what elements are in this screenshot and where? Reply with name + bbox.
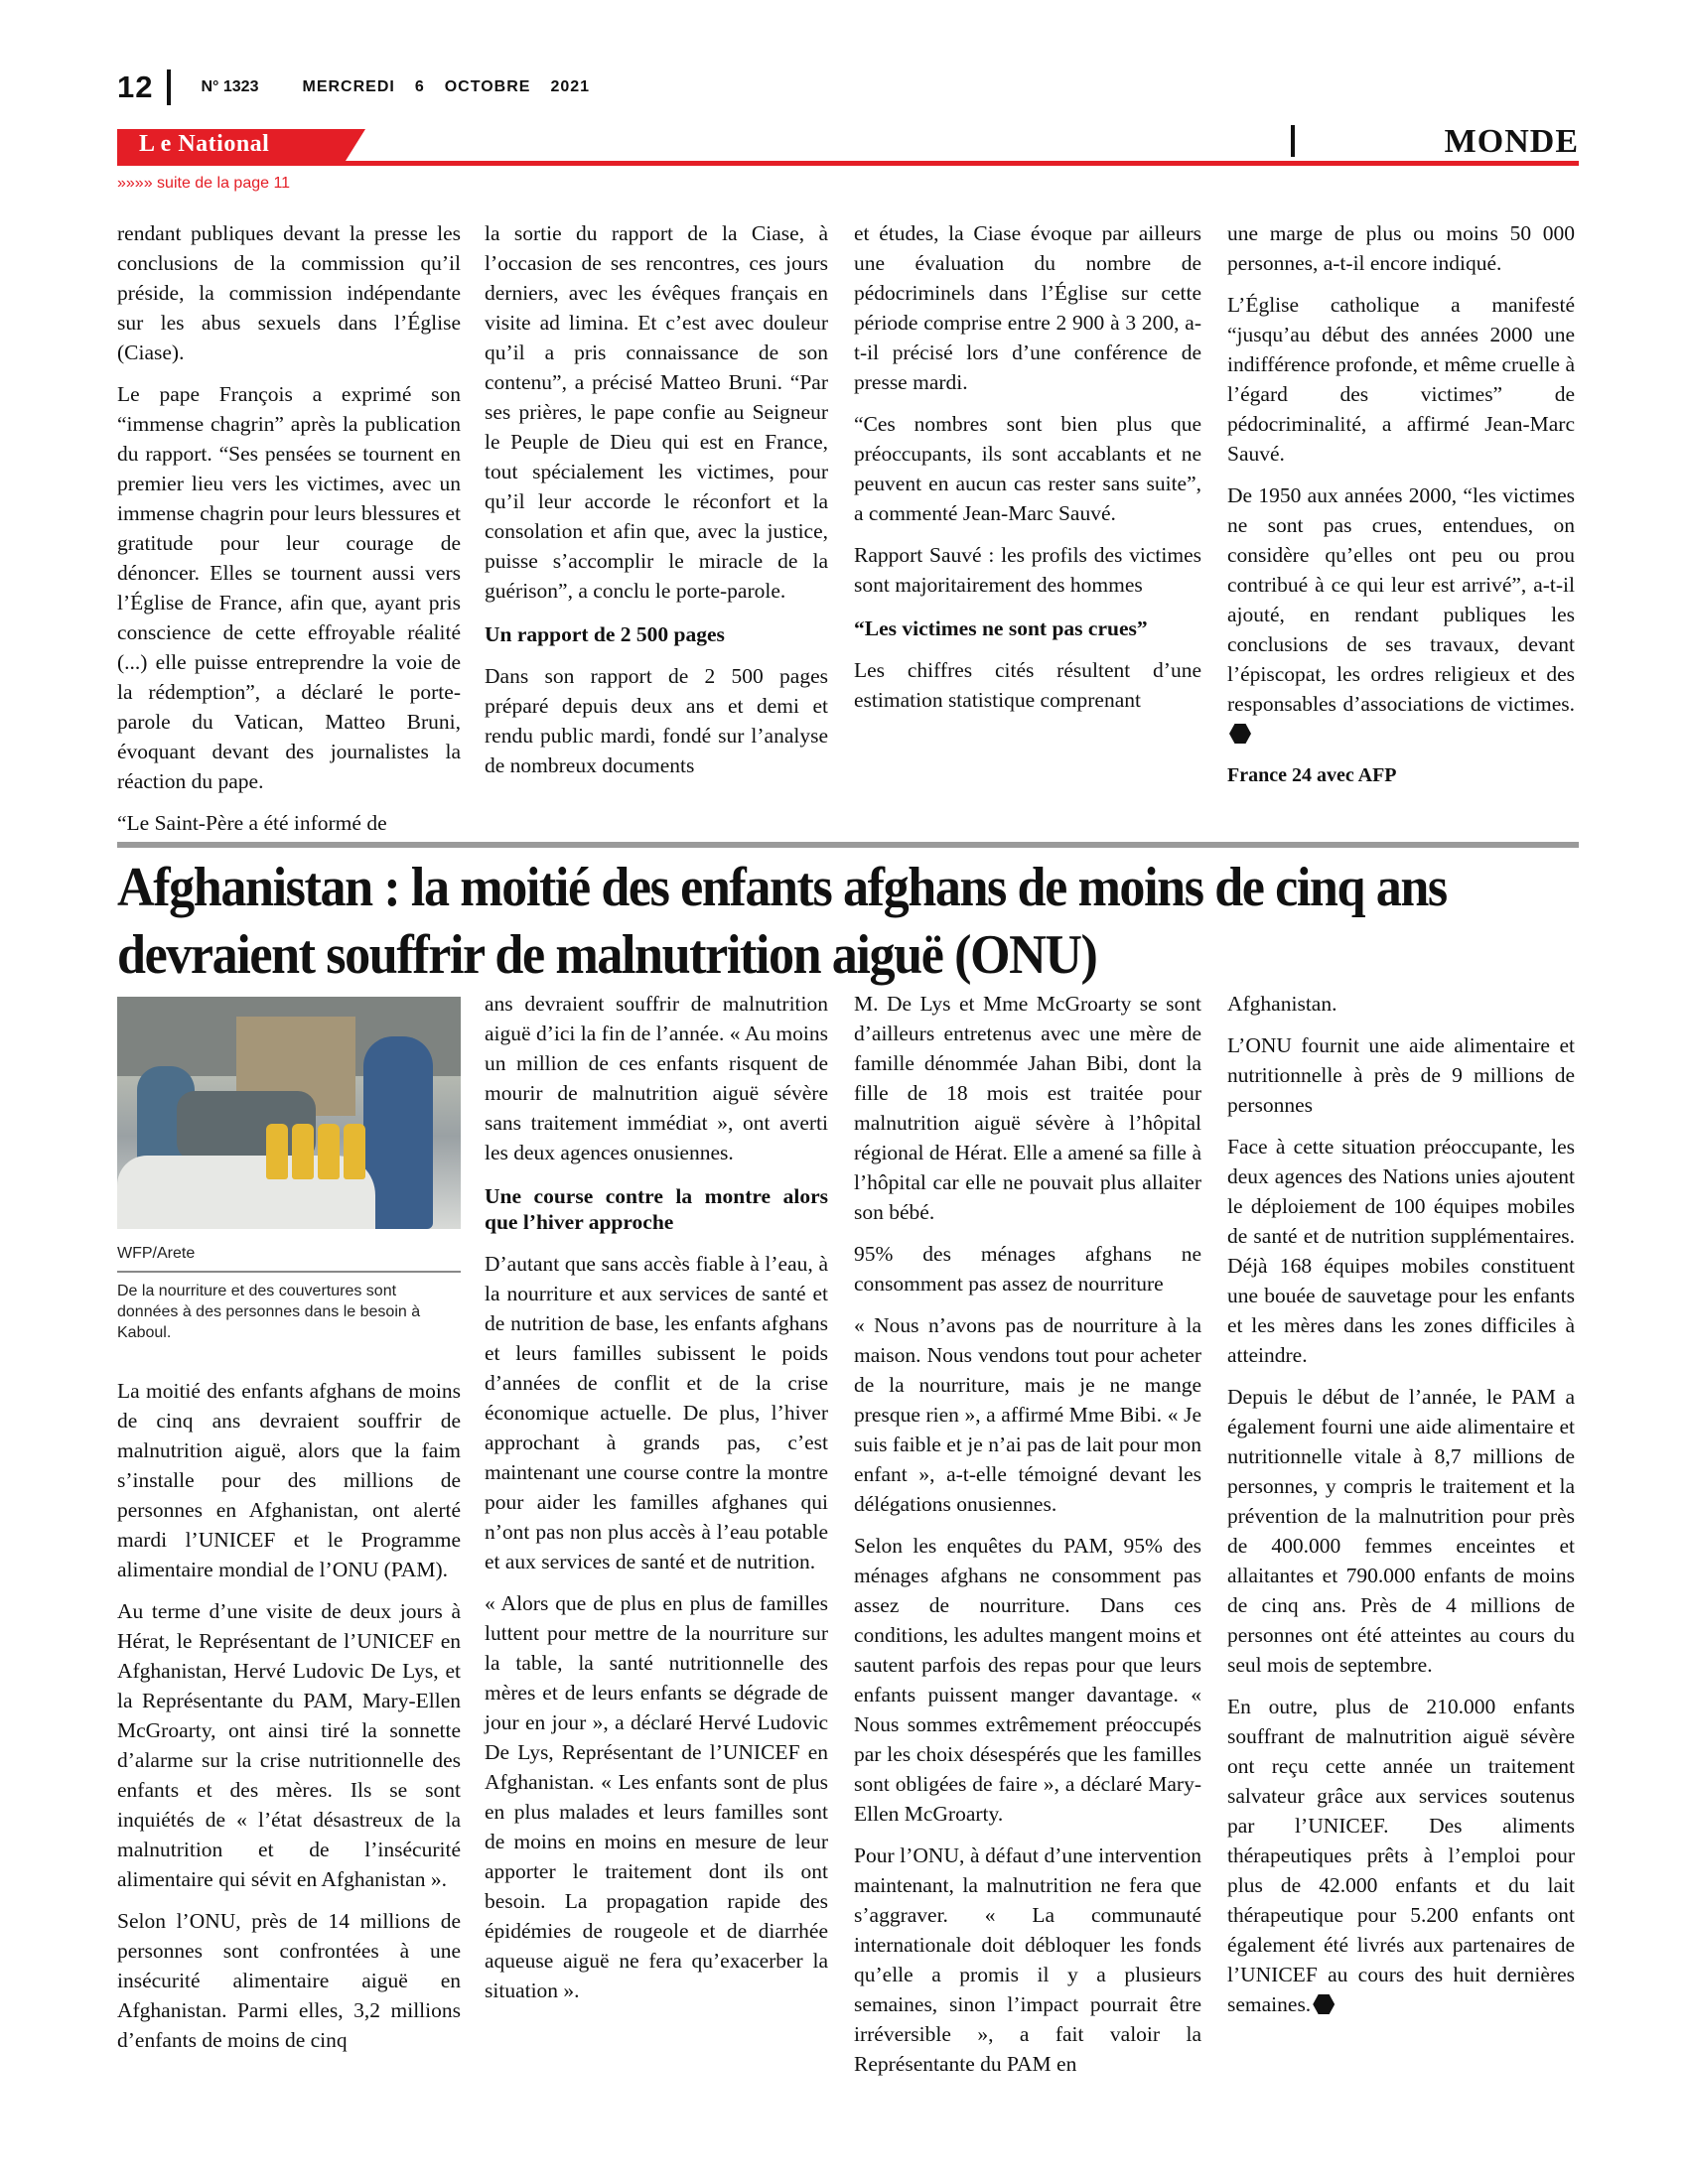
date-day: MERCREDI xyxy=(302,78,395,95)
paragraph: L’ONU fournit une aide alimentaire et nutritionnelle à près de 9 millions de personnes xyxy=(1227,1033,1575,1117)
paragraph-text: En outre, plus de 210.000 enfants souffrant de malnutrition aiguë sévère ont reçu cette année un traitement salvateur grâce aux services soutenus par l’UNICEF. Des aliments thérapeutiques prêts à l’emploi pour plus de 42.000 enfants et du lait thérapeutique pour 5.200 enfants ont également été livrés aux partenaires de l’UNICEF au cours des huit dernières semaines. xyxy=(1227,1695,1575,2016)
header-separator xyxy=(167,69,171,105)
issue-number: N° 1323 xyxy=(201,78,259,95)
paragraph: et études, la Ciase évoque par ailleurs une évaluation du nombre de pédocriminels dans l’Église sur cette période comprise entre 2 900 à 3 200, a-t-il précisé lors d’une conférence de presse mardi. xyxy=(854,221,1201,394)
main-headline: Afghanistan : la moitié des enfants afghans de moins de cinq ans devraient souffrir de malnutrition aiguë (ONU) xyxy=(117,857,1447,986)
paragraph: Selon l’ONU, près de 14 millions de personnes sont confrontées à une insécurité alimentaire aiguë en Afghanistan. Parmi elles, 3,2 millions d’enfants de moins de cinq xyxy=(117,1909,461,2052)
paragraph: La moitié des enfants afghans de moins de cinq ans devraient souffrir de malnutrition aiguë, alors que la faim s’installe pour des millions de personnes en Afghanistan, ont alerté mardi l’UNICEF et le Programme alimentaire mondial de l’ONU (PAM). xyxy=(117,1379,461,1581)
brand-banner-tip xyxy=(346,129,365,161)
date-number: 6 xyxy=(414,78,425,95)
date-month: OCTOBRE xyxy=(444,78,531,95)
paragraph: rendant publiques devant la presse les conclusions de la commission qu’il préside, la commission indépendante sur les abus sexuels dans l’Église (Ciase). xyxy=(117,221,461,364)
article-divider xyxy=(117,842,1579,848)
paragraph: ans devraient souffrir de malnutrition aiguë d’ici la fin de l’année. « Au moins un million de ces enfants risquent de mourir de malnutrition aiguë sévère sans traitement immédiat », ont averti les deux agences onusiennes. xyxy=(485,992,828,1164)
brand-bar xyxy=(117,125,1579,165)
paragraph: Selon les enquêtes du PAM, 95% des ménages afghans ne consomment pas assez de nourriture. Dans ces conditions, les adultes mangent moins et sautent parfois des repas pour que leurs enfants puissent manger davantage. « Nous sommes extrêmement préoccupés par les choix désespérés que les familles sont obligées de faire », a déclaré Mary-Ellen McGroarty. xyxy=(854,1534,1201,1826)
paragraph: Pour l’ONU, à défaut d’une intervention maintenant, la malnutrition ne fera que s’aggraver. « La communauté internationale doit débloquer les fonds qu’elle a promis il y a plusieurs semaines, sinon l’impact pourrait être irréversible », a fait valoir la Représentante du PAM en xyxy=(854,1843,1201,2076)
top-article-column-3 xyxy=(854,218,1201,727)
date-year: 2021 xyxy=(550,78,591,95)
paragraph: la sortie du rapport de la Ciase, à l’occasion de ses rencontres, ces jours derniers, avec les évêques français en visite ad limina. Et c’est avec douleur qu’il a pris connaissance de son contenu”, a précisé Matteo Bruni. “Par ses prières, le pape confie au Seigneur le Peuple de Dieu qui est en France, tout spécialement les victimes, pour qu’il leur accorde le réconfort et la consolation et afin que, avec la justice, puisse s’accomplir le miracle de la guérison”, a conclu le porte-parole. xyxy=(485,221,828,603)
top-article-column-1 xyxy=(117,218,461,850)
photo-credit: WFP/Arete xyxy=(117,1245,196,1262)
paragraph: Afghanistan. xyxy=(1227,992,1337,1016)
paragraph: Les chiffres cités résultent d’une estimation statistique comprenant xyxy=(854,658,1201,712)
paragraph: Face à cette situation préoccupante, les deux agences des Nations unies ajoutent le déploiement de 100 équipes mobiles de santé et de nutrition supplémentaires. Déjà 168 équipes mobiles constituent une bouée de sauvetage pour les enfants et les mères dans les zones difficiles à atteindre. xyxy=(1227,1135,1575,1367)
paragraph: Dans son rapport de 2 500 pages préparé depuis deux ans et demi et rendu public mardi, fondé sur l’analyse de nombreux documents xyxy=(485,664,828,777)
continued-from: »»»» suite de la page 11 xyxy=(117,175,291,192)
article-credit: France 24 avec AFP xyxy=(1227,764,1397,786)
subheading: Un rapport de 2 500 pages xyxy=(485,622,725,646)
final-paragraph xyxy=(1227,1692,1575,2019)
paragraph: 95% des ménages afghans ne consomment pas assez de nourriture xyxy=(854,1242,1201,1296)
paragraph: « Nous n’avons pas de nourriture à la maison. Nous vendons tout pour acheter de la nourriture, mais je ne mange presque rien », a affirmé Mme Bibi. « Je suis faible et je n’ai pas de lait pour mon enfant », a-t-elle témoigné devant les délégations onusiennes. xyxy=(854,1313,1201,1516)
end-of-article-icon xyxy=(1229,724,1251,744)
subheading: Une course contre la montre alors que l’hiver approche xyxy=(485,1184,828,1234)
paragraph: M. De Lys et Mme McGroarty se sont d’ailleurs entretenus avec une mère de famille dénommée Jahan Bibi, dont la fille de 18 mois est traitée pour malnutrition aiguë sévère à l’hôpital régional de Hérat. Elle a amené sa fille à l’hôpital car elle ne pouvait plus allaiter son bébé. xyxy=(854,992,1201,1224)
paragraph: L’Église catholique a manifesté “jusqu’au début des années 2000 une indifférence profonde, et même cruelle à l’égard des victimes” de pédocriminalité, a affirmé Jean-Marc Sauvé. xyxy=(1227,293,1575,466)
newspaper-logo: L e National xyxy=(139,131,270,157)
paragraph: Depuis le début de l’année, le PAM a également fourni une aide alimentaire et nutritionnelle vitale à 8,7 millions de personnes, y compris le traitement et la prévention de la malnutrition pour près de 400.000 femmes enceintes et allaitantes et 790.000 enfants de moins de cinq ans. Près de 4 millions de personnes ont été atteintes au cours du seul mois de septembre. xyxy=(1227,1385,1575,1677)
main-article-column-3 xyxy=(854,989,1201,2091)
paragraph: “Le Saint-Père a été informé de xyxy=(117,811,387,835)
main-article-column-2 xyxy=(485,989,828,2017)
final-paragraph xyxy=(1227,480,1575,749)
article-photo xyxy=(117,997,461,1229)
header-red-rule xyxy=(117,161,1579,166)
paragraph: « Alors que de plus en plus de familles luttent pour mettre de la nourriture sur la table, la santé nutritionnelle des mères et de leurs enfants se dégrade de jour en jour », a déclaré Hervé Ludovic De Lys, Représentant de l’UNICEF en Afghanistan. « Les enfants sont de plus en plus malades et leurs familles sont de moins en moins en mesure de leur apporter le traitement dont ils ont besoin. La propagation rapide des épidémies de rougeole et de diarrhée aqueuse aiguë ne fera qu’exacerber la situation ». xyxy=(485,1591,828,2002)
paragraph: D’autant que sans accès fiable à l’eau, à la nourriture et aux services de santé et de nutrition de base, les enfants afghans et leurs familles subissent le poids d’années de conflit et de la crise économique actuelle. De plus, l’hiver approchant à grands pas, c’est maintenant une course contre la montre pour aider les familles afghanes qui n’ont pas non plus accès à l’eau potable et aux services de santé et de nutrition. xyxy=(485,1252,828,1573)
main-article-column-4 xyxy=(1227,989,1575,2031)
section-separator xyxy=(1291,125,1295,157)
paragraph: une marge de plus ou moins 50 000 personnes, a-t-il encore indiqué. xyxy=(1227,221,1575,275)
page-number: 12 xyxy=(117,69,154,104)
paragraph: “Ces nombres sont bien plus que préoccupants, ils sont accablants et ne peuvent en aucun cas rester sans suite”, a commenté Jean-Marc Sauvé. xyxy=(854,412,1201,525)
paragraph: Le pape François a exprimé son “immense chagrin” après la publication du rapport. “Ses pensées se tournent en premier lieu vers les victimes, avec un immense chagrin pour leurs blessures et gratitude pour leur courage de dénoncer. Elles se tournent aussi vers l’Église de France, afin que, ayant pris conscience de cette effroyable réalité (...) elle puisse entreprendre la voie de la rédemption”, a déclaré le porte-parole du Vatican, Matteo Bruni, évoquant devant des journalistes la réaction du pape. xyxy=(117,382,461,793)
paragraph-text: De 1950 aux années 2000, “les victimes ne sont pas crues, entendues, on considère qu’elles ont peu ou prou contribué à ce qui leur est arrivé”, a-t-il ajouté, en rendant publiques les conclusions de ses travaux, devant l’épiscopat, les ordres religieux et des responsables d’associations de victimes. xyxy=(1227,483,1575,716)
main-article-column-1 xyxy=(117,1376,461,2067)
page-header xyxy=(117,69,610,105)
top-article-column-2 xyxy=(485,218,828,792)
subheading: “Les victimes ne sont pas crues” xyxy=(854,616,1148,640)
section-title: MONDE xyxy=(1444,123,1579,160)
top-article-column-4 xyxy=(1227,218,1575,802)
end-of-article-icon xyxy=(1313,1994,1335,2014)
paragraph: Au terme d’une visite de deux jours à Hérat, le Représentant de l’UNICEF en Afghanistan, Hervé Ludovic De Lys, et la Représentante du PAM, Mary-Ellen McGroarty, ont ainsi tiré la sonnette d’alarme sur la crise nutritionnelle des enfants et des mères. Ils se sont inquiétés de « l’état désastreux de la malnutrition et de l’insécurité alimentaire qui sévit en Afghanistan ». xyxy=(117,1599,461,1891)
paragraph: Rapport Sauvé : les profils des victimes sont majoritairement des hommes xyxy=(854,543,1201,597)
caption-rule xyxy=(117,1271,461,1273)
photo-caption: De la nourriture et des couvertures sont données à des personnes dans le besoin à Kaboul. xyxy=(117,1283,421,1341)
